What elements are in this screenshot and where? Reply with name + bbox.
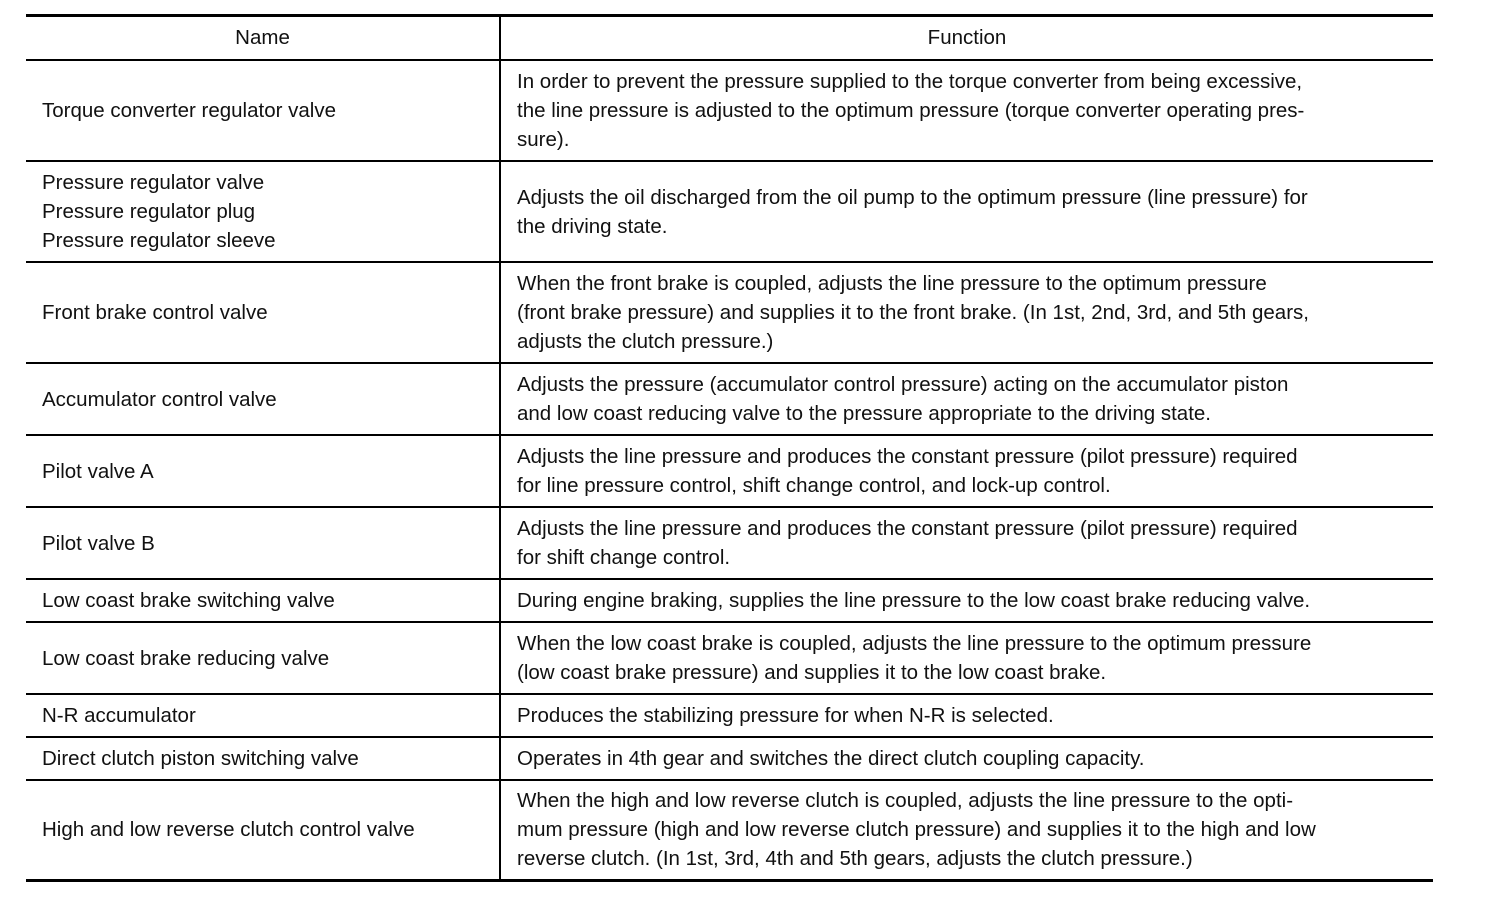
table-row [26,579,1433,622]
valve-name-cell: Pilot valve A [26,435,500,507]
column-header-name: Name [26,16,500,61]
valve-name-cell: N-R accumulator [26,694,500,737]
valve-function-cell: In order to prevent the pressure supplied to the torque converter from being excessive, the line pressure is adjusted to the optimum pressure (torque converter operating pres- sure). [500,60,1433,161]
table-row [26,363,1433,435]
valve-function-cell: When the low coast brake is coupled, adjusts the line pressure to the optimum pressure (low coast brake pressure) and supplies it to the low coast brake. [500,622,1433,694]
table-row [26,262,1433,363]
valve-name-cell: Pilot valve B [26,507,500,579]
valve-function-cell: Adjusts the line pressure and produces the constant pressure (pilot pressure) required for line pressure control, shift change control, and lock-up control. [500,435,1433,507]
table-row [26,737,1433,780]
table-row [26,780,1433,880]
valve-function-table [26,14,1433,882]
table-row [26,161,1433,262]
valve-name-cell: Direct clutch piston switching valve [26,737,500,780]
valve-name-cell: Front brake control valve [26,262,500,363]
valve-function-cell: Adjusts the line pressure and produces the constant pressure (pilot pressure) required for shift change control. [500,507,1433,579]
valve-function-cell: Adjusts the oil discharged from the oil pump to the optimum pressure (line pressure) for the driving state. [500,161,1433,262]
valve-name-cell: High and low reverse clutch control valve [26,780,500,880]
valve-function-cell: When the front brake is coupled, adjusts the line pressure to the optimum pressure (front brake pressure) and supplies it to the front brake. (In 1st, 2nd, 3rd, and 5th gears, adjusts the clutch pressure.) [500,262,1433,363]
table-row [26,60,1433,161]
table-header-row [26,16,1433,61]
valve-function-cell: Adjusts the pressure (accumulator control pressure) acting on the accumulator piston and low coast reducing valve to the pressure appropriate to the driving state. [500,363,1433,435]
valve-function-cell: Operates in 4th gear and switches the direct clutch coupling capacity. [500,737,1433,780]
table-row [26,507,1433,579]
valve-name-cell: Torque converter regulator valve [26,60,500,161]
valve-function-cell: When the high and low reverse clutch is coupled, adjusts the line pressure to the opti- mum pressure (high and low reverse clutch pressure) and supplies it to the high and low reverse clutch. (In 1st, 3rd, 4th and 5th gears, adjusts the clutch pressure.) [517,789,1316,871]
valve-function-cell: Produces the stabilizing pressure for when N-R is selected. [500,694,1433,737]
column-header-function: Function [500,16,1433,61]
valve-name-cell: Low coast brake reducing valve [26,622,500,694]
valve-name-cell: Pressure regulator valve Pressure regulator plug Pressure regulator sleeve [26,161,500,262]
table-row [26,435,1433,507]
valve-function-cell: During engine braking, supplies the line pressure to the low coast brake reducing valve. [500,579,1433,622]
valve-name-cell: Low coast brake switching valve [26,579,500,622]
table-row [26,694,1433,737]
table-row [26,622,1433,694]
valve-name-cell: Accumulator control valve [26,363,500,435]
